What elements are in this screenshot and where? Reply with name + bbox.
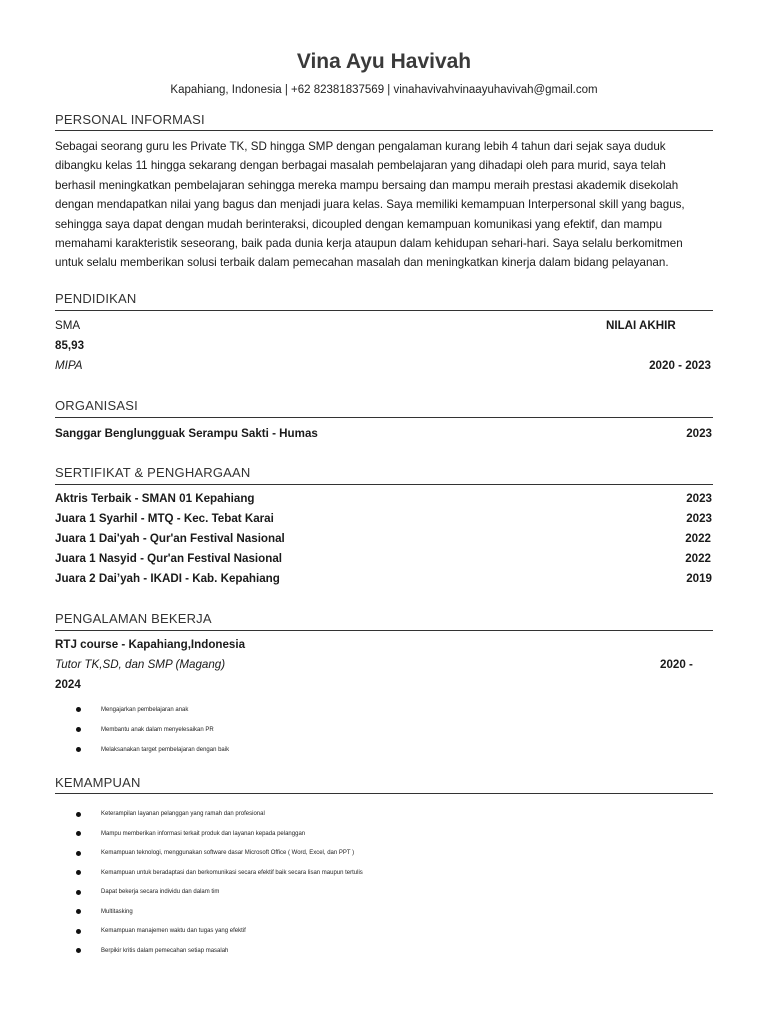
bullet-icon bbox=[76, 727, 81, 732]
summary-line: dibangku kelas 11 hingga sekarang dengan berbagai masalah pembelajaran yang dihadapi oleh para murid, saya telah bbox=[55, 159, 666, 173]
list-item bbox=[76, 825, 363, 845]
list-item bbox=[76, 720, 229, 740]
resume-name: Vina Ayu Havivah bbox=[296, 50, 472, 73]
summary-line: berhasil meningkatkan pembelajaran sehingga mereka mampu bersaing dan mampu meraih prestasi akademik disekolah bbox=[55, 178, 679, 192]
certificate-item: Juara 1 Nasyid - Qur'an Festival Nasional bbox=[55, 552, 282, 565]
section-divider bbox=[55, 310, 713, 311]
skill-text: Berpikir kritis dalam pemecahan setiap masalah bbox=[101, 947, 229, 954]
certificate-item: Juara 1 Dai'yah - Qur'an Festival Nasional bbox=[55, 532, 285, 545]
personal-summary bbox=[55, 137, 720, 273]
skill-text: Kemampuan untuk beradaptasi dan berkomunikasi secara efektif baik secara lisan maupun tertulis bbox=[101, 869, 363, 876]
section-divider bbox=[55, 630, 713, 631]
skills-list bbox=[76, 805, 363, 961]
certificate-item: Aktris Terbaik - SMAN 01 Kepahiang bbox=[55, 492, 255, 505]
summary-line: memahami karakteristik seseorang, baik pada dunia kerja ataupun dalam kehidupan sehari-hari. Saya selalu berkomitmen bbox=[55, 237, 683, 251]
education-score: 85,93 bbox=[55, 339, 85, 352]
skill-text: Multitasking bbox=[101, 908, 133, 915]
section-title-certificates: SERTIFIKAT & PENGHARGAAN bbox=[55, 465, 251, 480]
list-item bbox=[76, 844, 363, 864]
list-item bbox=[76, 942, 363, 962]
education-score-label: NILAI AKHIR bbox=[606, 319, 676, 332]
list-item bbox=[76, 883, 363, 903]
contact-line: Kapahiang, Indonesia | +62 82381837569 | vinahavivahvinaayuhavivah@gmail.com bbox=[170, 84, 598, 96]
bullet-icon bbox=[76, 707, 81, 712]
bullet-icon bbox=[76, 831, 81, 836]
experience-years-end: 2024 bbox=[55, 678, 81, 691]
section-title-education: PENDIDIKAN bbox=[55, 291, 137, 306]
bullet-icon bbox=[76, 812, 81, 817]
organization-year: 2023 bbox=[686, 427, 712, 440]
certificate-year: 2023 bbox=[686, 492, 712, 505]
certificate-year: 2023 bbox=[686, 512, 712, 525]
section-divider bbox=[55, 417, 713, 418]
experience-company: RTJ course - Kapahiang,Indonesia bbox=[55, 638, 246, 651]
task-text: Membantu anak dalam menyelesaikan PR bbox=[101, 727, 214, 733]
bullet-icon bbox=[76, 851, 81, 856]
list-item bbox=[76, 700, 229, 720]
bullet-icon bbox=[76, 870, 81, 875]
experience-role: Tutor TK,SD, dan SMP (Magang) bbox=[55, 658, 226, 671]
task-text: Mengajarkan pembelajaran anak bbox=[101, 707, 189, 713]
bullet-icon bbox=[76, 909, 81, 914]
certificate-item: Juara 1 Syarhil - MTQ - Kec. Tebat Karai bbox=[55, 512, 274, 525]
certificate-year: 2022 bbox=[685, 532, 711, 545]
organization-item: Sanggar Benglungguak Serampu Sakti - Humas bbox=[55, 427, 318, 440]
certificate-year: 2022 bbox=[685, 552, 711, 565]
summary-line: Sebagai seorang guru les Private TK, SD hingga SMP dengan pengalaman kurang lebih 4 tahun dari sejak saya duduk bbox=[55, 140, 666, 153]
section-title-personal: PERSONAL INFORMASI bbox=[55, 112, 205, 127]
summary-line: sehingga saya dapat dengan mudah berinteraksi, dicoupled dengan kemampuan komunikasi yang efektif, dan mampu bbox=[55, 217, 663, 231]
skill-text: Kemampuan teknologi, menggunakan software dasar Microsoft Office ( Word, Excel, dan PPT ) bbox=[101, 850, 355, 856]
section-title-skills: KEMAMPUAN bbox=[55, 775, 141, 790]
experience-task-list bbox=[76, 700, 229, 760]
skill-text: Dapat bekerja secara individu dan dalam tim bbox=[101, 889, 220, 895]
bullet-icon bbox=[76, 948, 81, 953]
certificate-item: Juara 2 Dai’yah - IKADI - Kab. Kepahiang bbox=[55, 572, 280, 585]
skill-text: Kemampuan manajemen waktu dan tugas yang efektif bbox=[101, 928, 246, 934]
summary-line: untuk selalu memberikan solusi terbaik dalam pemecahan masalah dan meningkatkan kinerja dalam bidang pelayanan. bbox=[55, 256, 669, 270]
section-divider bbox=[55, 793, 713, 794]
section-divider bbox=[55, 130, 713, 131]
section-title-experience: PENGALAMAN BEKERJA bbox=[55, 611, 212, 626]
bullet-icon bbox=[76, 747, 81, 752]
list-item bbox=[76, 903, 363, 923]
summary-line: dengan mendapatkan nilai yang bagus dan menjadi juara kelas. Saya memiliki kemampuan Interpersonal skill yang bagus, bbox=[55, 198, 685, 212]
skill-text: Keterampilan layanan pelanggan yang ramah dan profesional bbox=[101, 811, 265, 817]
certificate-year: 2019 bbox=[686, 572, 712, 585]
task-text: Melaksanakan target pembelajaran dengan baik bbox=[101, 747, 230, 753]
list-item bbox=[76, 805, 363, 825]
education-school: SMA bbox=[55, 319, 81, 332]
list-item bbox=[76, 740, 229, 760]
list-item bbox=[76, 864, 363, 884]
skill-text: Mampu memberikan informasi terkait produk dan layanan kepada pelanggan bbox=[101, 830, 306, 837]
bullet-icon bbox=[76, 929, 81, 934]
section-divider bbox=[55, 484, 713, 485]
bullet-icon bbox=[76, 890, 81, 895]
education-years: 2020 - 2023 bbox=[649, 359, 711, 372]
section-title-organization: ORGANISASI bbox=[55, 398, 138, 413]
list-item bbox=[76, 922, 363, 942]
experience-years-start: 2020 - bbox=[660, 658, 693, 671]
education-major: MIPA bbox=[55, 359, 83, 372]
